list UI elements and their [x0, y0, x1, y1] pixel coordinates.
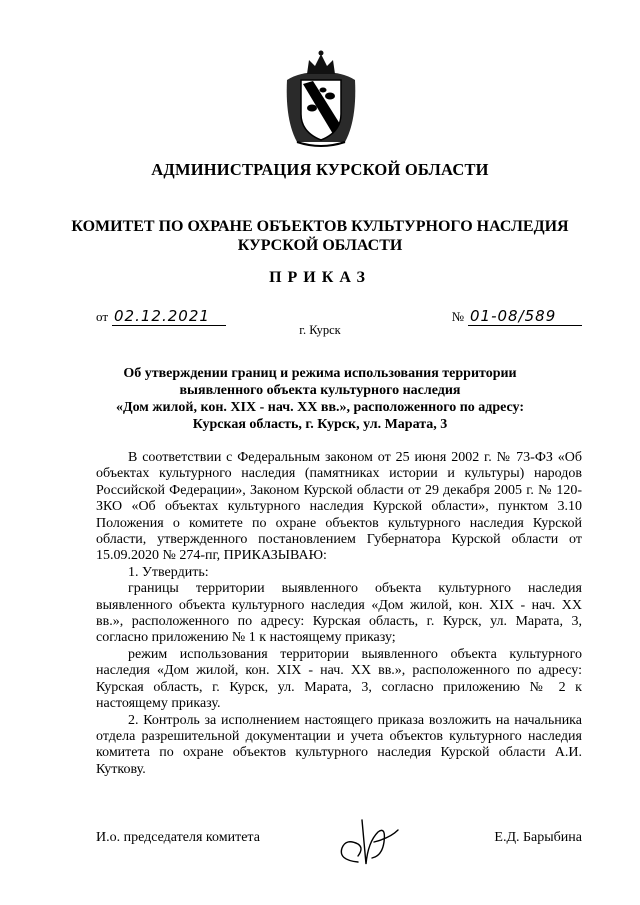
coat-of-arms-icon — [283, 50, 359, 150]
paragraph-preamble: В соответствии с Федеральным законом от 25 июня 2002 г. № 73-ФЗ «Об объектах культурного наследия (памятниках истории и культуры) народов Российской Федерации», Законом Курской области от 29 декабря 2005 г. № 120-ЗКО «Об объектах культурного наследия Курской области», пунктом 3.10 Положения о комитете по охране объектов культурного наследия Курской области, утвержденного постановлением Губернатора Курской области от 15.09.2020 № 274-пг, ПРИКАЗЫВАЮ: — [96, 450, 582, 564]
paragraph-item-1: 1. Утвердить: — [128, 564, 209, 580]
subject-line3: «Дом жилой, кон. XIX - нач. XX вв.», расположенного по адресу: — [115, 400, 525, 415]
number-prefix: № — [451, 309, 464, 324]
signatory-position: И.о. председателя комитета — [96, 830, 260, 845]
subject-line4: Курская область, г. Курск, ул. Марата, 3 — [192, 417, 448, 432]
paragraph-regime: режим использования территории выявленного объекта культурного наследия «Дом жилой, кон. XIX - нач. XX вв.», расположенного по адресу: Курская область, г. Курск, ул. Марата, 3, согласно приложению № 2 к настоящему приказу. — [96, 646, 582, 712]
administration-title: АДМИНИСТРАЦИЯ КУРСКОЙ ОБЛАСТИ — [151, 160, 489, 179]
signatory-name: Е.Д. Барыбина — [494, 830, 582, 845]
city: г. Курск — [299, 323, 341, 337]
subject-line1: Об утверждении границ и режима использования территории — [123, 366, 517, 381]
committee-title — [0, 217, 640, 255]
signature-block — [96, 812, 582, 872]
subject-line2: выявленного объекта культурного наследия — [179, 383, 461, 398]
paragraph-item-2: 2. Контроль за исполнением настоящего приказа возложить на начальника отдела разрешительной документации и учета объектов культурного наследия комитета по охране объектов культурного наследия Курской области А.И. Куткову. — [96, 712, 582, 777]
order-body — [96, 450, 582, 778]
order-subject — [0, 365, 640, 433]
number-value: 01-08/589 — [468, 307, 582, 326]
date-value: 02.12.2021 — [112, 307, 226, 326]
date-prefix: от — [96, 309, 109, 324]
signature-icon — [328, 812, 408, 872]
paragraph-boundaries: границы территории выявленного объекта культурного наследия выявленного объекта культурного наследия «Дом жилой, кон. XIX - нач. XX вв.», расположенного по адресу: Курская область, г. Курск, ул. Марата, 3, согласно приложению № 1 к настоящему приказу; — [96, 581, 582, 646]
document-type: ПРИКАЗ — [269, 269, 371, 286]
committee-title-line1: КОМИТЕТ ПО ОХРАНЕ ОБЪЕКТОВ КУЛЬТУРНОГО НАСЛЕДИЯ — [71, 218, 569, 235]
committee-title-line2: КУРСКОЙ ОБЛАСТИ — [237, 237, 403, 254]
